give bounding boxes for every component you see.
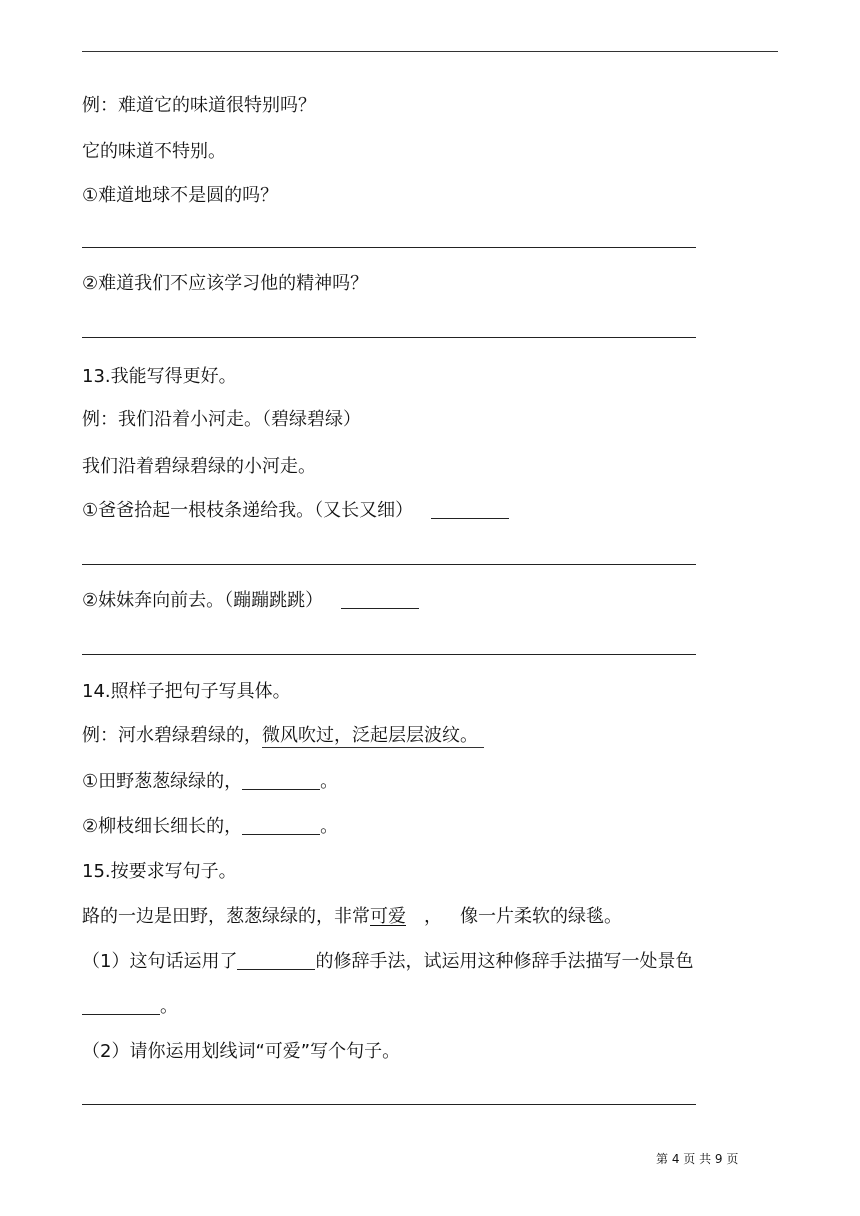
- q14-title: 14.照样子把句子写具体。: [82, 681, 291, 702]
- header-rule: [82, 51, 778, 52]
- q15-sentence-text: 路的一边是田野，葱葱绿绿的，非常: [82, 906, 370, 927]
- q13-item-2-text: ②妹妹奔向前去。（蹦蹦跳跳）: [82, 590, 324, 611]
- period: 。: [320, 771, 339, 792]
- answer-line[interactable]: [82, 247, 696, 248]
- q15-sentence: [82, 905, 622, 929]
- q15-item-1-text: （1）这句话运用了: [82, 951, 238, 972]
- answer-line[interactable]: [82, 654, 696, 655]
- comma: ，: [424, 906, 442, 927]
- fill-blank[interactable]: [237, 951, 315, 970]
- q15-sentence-end: 像一片柔软的绿毯。: [460, 906, 622, 927]
- q13-item-2: [82, 589, 419, 613]
- fill-blank[interactable]: [431, 500, 509, 519]
- q13-item-1-text: ①爸爸拾起一根枝条递给我。（又长又细）: [82, 500, 414, 521]
- q14-example-text: 例：河水碧绿碧绿的，: [82, 725, 262, 746]
- underlined-word: 可爱: [370, 906, 406, 927]
- answer-line[interactable]: [82, 564, 696, 565]
- period: 。: [160, 996, 178, 1017]
- q14-item-2-text: ②柳枝细长细长的，: [82, 816, 243, 837]
- q15-item-2: （2）请你运用划线词“可爱”写个句子。: [82, 1041, 401, 1062]
- q14-example-underlined: 微风吹过，泛起层层波纹。: [262, 725, 484, 748]
- answer-line[interactable]: [82, 1104, 696, 1105]
- q13-example: 例：我们沿着小河走。（碧绿碧绿）: [82, 409, 361, 430]
- fill-blank[interactable]: [341, 590, 419, 609]
- q15-item-1-cont: [82, 995, 178, 1019]
- q12-item-2: ②难道我们不应该学习他的精神吗？: [82, 273, 369, 294]
- q15-item-1: [82, 950, 693, 974]
- q14-item-1-text: ①田野葱葱绿绿的，: [82, 771, 243, 792]
- fill-blank[interactable]: [242, 771, 320, 790]
- q14-item-1: [82, 770, 338, 794]
- period: 。: [320, 816, 339, 837]
- page-footer: 第 4 页 共 9 页: [656, 1152, 739, 1166]
- fill-blank[interactable]: [242, 816, 320, 835]
- q14-item-2: [82, 815, 338, 839]
- q14-example: [82, 724, 484, 748]
- q15-item-1-rest: 的修辞手法，试运用这种修辞手法描写一处景色: [315, 951, 694, 972]
- q12-example-answer: 它的味道不特别。: [82, 141, 226, 162]
- q15-title: 15.按要求写句子。: [82, 861, 237, 882]
- q12-item-1: ①难道地球不是圆的吗？: [82, 185, 279, 206]
- q13-item-1: [82, 499, 509, 523]
- q12-example: 例：难道它的味道很特别吗？: [82, 95, 316, 116]
- q13-title: 13.我能写得更好。: [82, 366, 237, 387]
- fill-blank[interactable]: [82, 996, 160, 1015]
- q13-example-answer: 我们沿着碧绿碧绿的小河走。: [82, 456, 316, 477]
- answer-line[interactable]: [82, 337, 696, 338]
